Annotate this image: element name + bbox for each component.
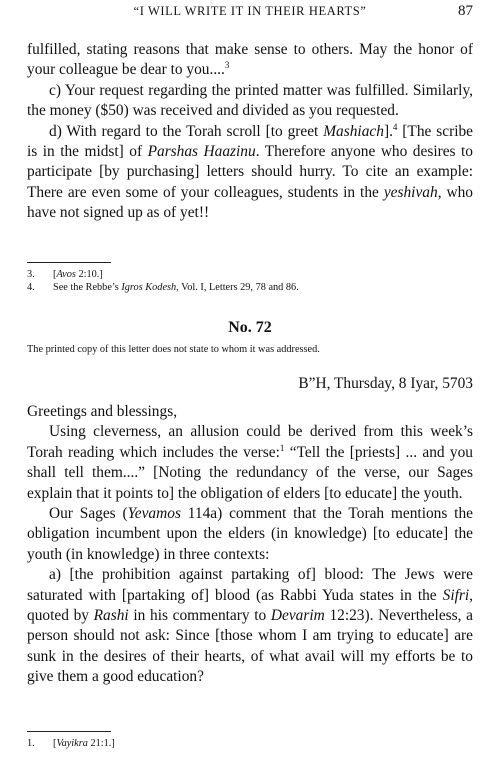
footnote-4: 4. See the Rebbe’s Igros Kodesh, Vol. I, Letters 29, 78 and 86. xyxy=(27,282,299,293)
paragraph-closing: fulfilled, stating reasons that make sense to others. May the honor of your colleague be dear to you....$^3$ xyxy=(27,41,473,79)
footnote-ref-3[interactable]: 3 xyxy=(224,60,230,71)
continued-letter-text xyxy=(27,40,473,224)
paragraph-c: c) Your request regarding the printed matter was fulfilled. Similarly, the money ($50) was received and divided as you requested. xyxy=(27,81,473,120)
letter-note: The printed copy of this letter does not state to whom it was addressed. xyxy=(27,344,320,355)
letter-paragraph-3: a) [the prohibition against partaking of] blood: The Jews were saturated with [partaking of] blood (as Rabbi Yuda states in the Sifri, quoted by Rashi in his commentary to Devarim 12:23). Nevertheless, a person should not ask: Since [those whom I am trying to educate] are sunk in the desires of their hearts, of what avail will my efforts be to give them a good education? xyxy=(27,566,473,686)
footnote-1: 1. [Vayikra 21:1.] xyxy=(27,738,115,749)
footnote-divider xyxy=(27,262,111,263)
letter-greeting: Greetings and blessings, xyxy=(27,403,178,420)
footnote-ref-1[interactable]: 1 xyxy=(279,442,285,453)
letter-heading: No. 72 xyxy=(228,319,272,336)
footnote-3: 3. [Avos 2:10.] xyxy=(27,269,103,280)
letter-text xyxy=(27,402,473,688)
footnotes-top xyxy=(27,268,473,294)
footnote-divider-bottom xyxy=(27,731,111,732)
paragraph-d: d) With regard to the Torah scroll [to greet Mashiach].$^4$ [The scribe is in the midst] of Parshas Haazinu. Therefore anyone who desires to participate [by purchasing] letters should hurry. To cite an example: There are even some of your colleagues, students in the yeshivah, who have not signed up as of yet!! xyxy=(27,121,474,222)
letter-dateline: B”H, Thursday, 8 Iyar, 5703 xyxy=(298,375,473,392)
letter-paragraph-1: Using cleverness, an allusion could be derived from this week’s Torah reading which includes the verse:$^1$ “Tell the [priests] ... and you shall tell them....” [Noting the redundancy of the verse, our Sages explain that it points to] the obligation of elders [to educate] the youth. xyxy=(27,423,474,502)
running-title: “I WILL WRITE IT IN THEIR HEARTS” xyxy=(133,4,367,18)
page-number: 87 xyxy=(458,3,473,19)
footnotes-bottom xyxy=(27,737,473,750)
letter-paragraph-2: Our Sages (Yevamos 114a) comment that the Torah mentions the obligation incumbent upon the elders (in knowledge) [to educate] the youth (in knowledge) in three contexts: xyxy=(27,505,473,563)
footnote-ref-4[interactable]: 4 xyxy=(392,121,398,132)
running-head xyxy=(27,4,473,24)
